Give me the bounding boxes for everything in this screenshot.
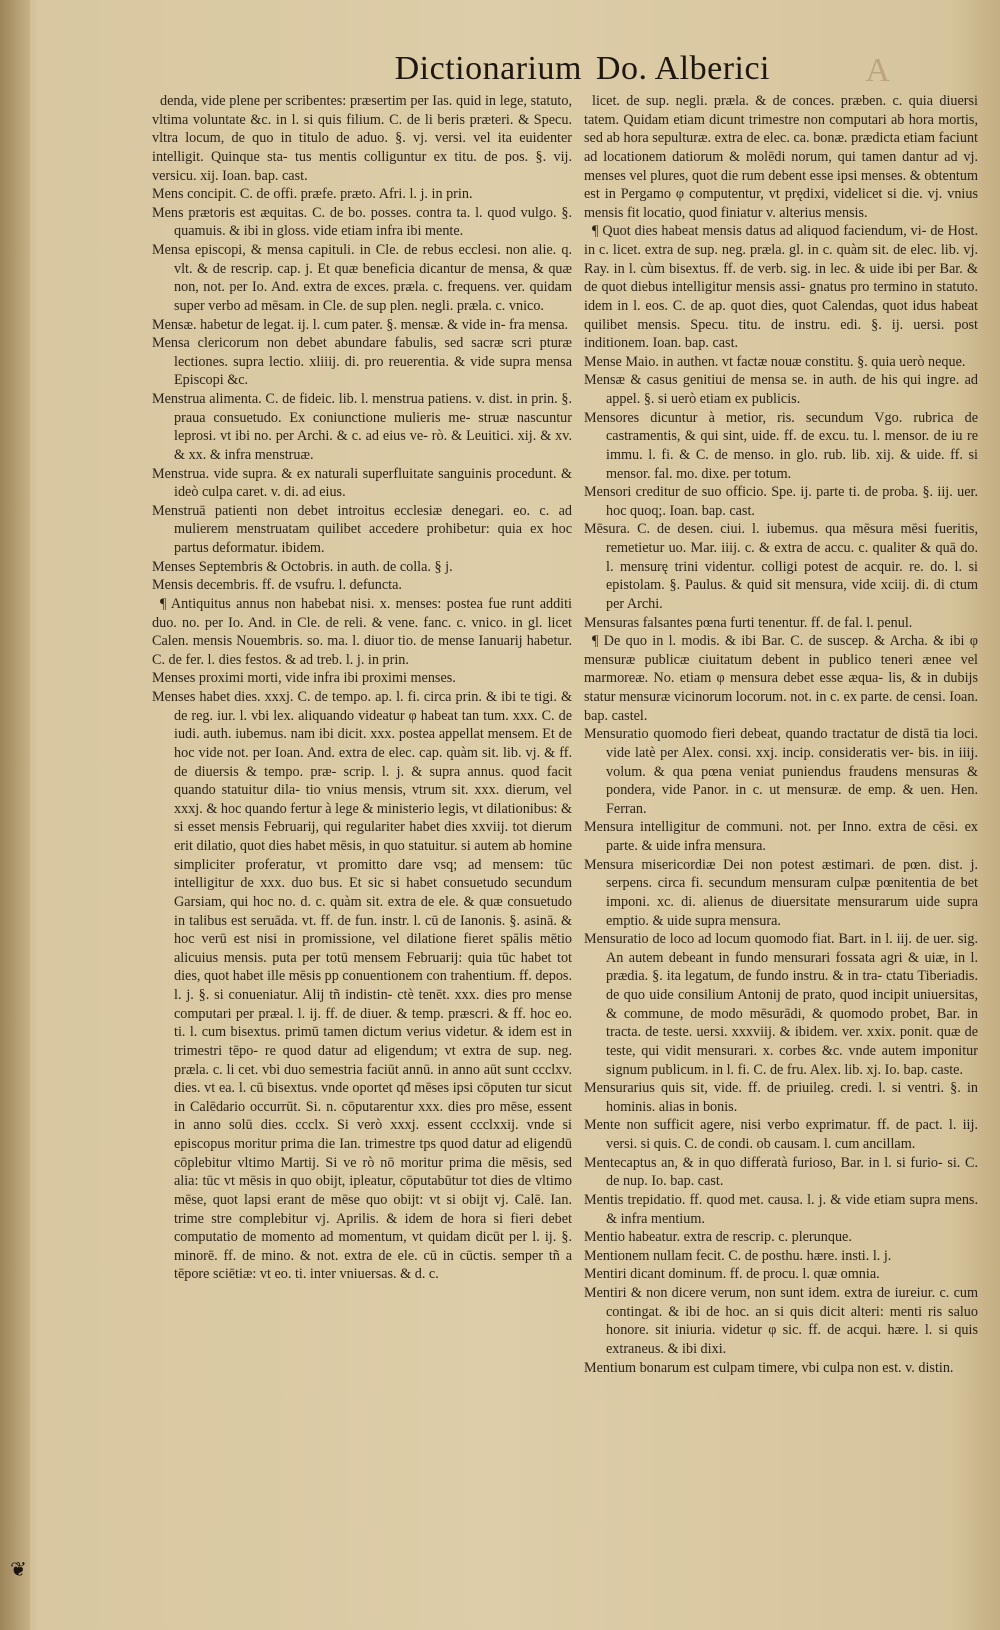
right-column-entry: Mensuratio de loco ad locum quomodo fiat. Bart. in l. iij. de uer. sig. An autem debeant in fundo mensurari fossata agri & uiæ, in l. prædia. §. ita legatum, de fundo instru. & in tra- ctatu Tiberiadis. de quo uide consilium Antonij de prato, quod incipit uniuersitas, & commune, de modo mēsurādi, & quomodo probet, Bar. in tracta. de teste. uersi. xxxviij. & ibidem. ver. xxix. ponit. quæ de teste, qui vidit mensurari. x. corbes &c. vnde autem imponitur signum publicum. in l. fi. C. de fru. Alex. lib. xj. Io. bap. caste. xyxy=(584,931,978,1078)
right-column-entry: Mensura intelligitur de communi. not. per Inno. extra de cēsi. ex parte. & uide infra mensura. xyxy=(584,819,978,854)
left-column-entry: Menstruā patienti non debet introitus ecclesiæ denegari. eo. c. ad mulierem menstruatam quilibet accedere prohibetur: quia ex hoc partus deformatur. ibidem. xyxy=(152,502,572,556)
right-column-entry: Mensæ & casus genitiui de mensa se. in auth. de his qui ingre. ad appel. §. si uerò etiam ex publicis. xyxy=(584,372,978,407)
printer-ornament-icon: ❦ xyxy=(10,1557,27,1581)
left-column-entry: Menses habet dies. xxxj. C. de tempo. ap. l. fi. circa prin. & ibi te tigi. & de reg. iur. l. vbi lex. aliquando videatur φ habeat tan tum. xxx. C. de iudi. auth. iubemus. nam ibi dicit. xxx. postea appellat mensem. Et de hoc vide not. per Ioan. And. extra de elec. cap. quàm sit. lib. vj. & ff. de diuersis & tempo. præ- scrip. l. j. & supra annus. quod facit quando statuitur dila- tio vnius mensis, vtrum sit. xxx. dierum, vel xxxj. & hoc quando fertur à lege & ministerio legis, vt dilationibus: & si esset mensis Februarij, qui regulariter habet dies xxviij. tot dierum erit dilatio, quot dies habet mēsis, in quo statuitur. si autem ab homine simpliciter proferatur, vt promitto dare vsq; ad mensem: tūc intelligitur de xxx. duo bus. Et sic si habet consuetudo secundum Garsiam, qui hoc no. d. c. quàm sit. extra de ele. & quæ consuetudo in talibus est seruāda. vt. ff. de fun. instr. l. cū de Ianonis. §. asinā. & hoc verū est nisi in promissione, vel dilatione fieret spālis mētio alicuius mensis. puta per totū mensem Februarij: quia tūc habet tot dies, quot habet ille mēsis pp conuentionem con trahentium. ff. depos. l. j. §. si conueniatur. Alij tñ indistin- ctè tenēt. xxx. dies pro mense computari per præal. l. ij. ff. de diuer. & temp. præscri. & ff. hoc eo. ti. l. cum bisextus. primū tamen dictum verius videtur. & idem est in trimestri tēpo- re quod datur ad eligendum; vt extra de sup. neg. præla. c. li cet. vbi duo semestria faciūt annū. in anno aūt sunt ccclxv. dies. vt ea. l. cū bisextus. vnde oportet qđ mēses ipsi cōputen tur sicut in Calēdario occurrūt. Si. n. cōputarentur xxx. dies pro mēse, essent in anno solū dies. ccclx. Si verò xxxj. essent ccclxxij. vnde si episcopus moritur prima die Ian. trimestre tps quod datur ad eligendū cōplebitur vltimo Martij. Si ve rò nō moritur prima die mēsis, sed alia: tūc vt mēsis in quo obijt, ipleatur, cōputabūtur tot dies de vltimo mēse, quot lapsi erant de mēse quo obijt: vt si obijt vj. Calē. Ian. trime stre complebitur vj. Aprilis. & idem de hora si fieri debet computatio de momento ad momentum, vt quidam dicūt per l. ij. §. minorē. ff. de mino. & not. extra de ele. cū in cūctis. semper tñ a tēpore sciētiæ: vt eo. ti. inter vniuersas. & d. c. xyxy=(152,689,572,1283)
book-spine-shadow xyxy=(0,0,30,1630)
header-title-main: Dictionarium xyxy=(394,50,582,87)
right-column-entry: Mentecaptus an, & in quo differatà furioso, Bar. in l. si furio- si. C. de nup. Io. bap. cast. xyxy=(584,1154,978,1190)
left-column-entry: Menses proximi morti, vide infra ibi proximi menses. xyxy=(152,670,456,687)
left-column-entry: Mensa episcopi, & mensa capituli. in Cle. de rebus ecclesi. non alie. q. vlt. & de rescrip. cap. j. Et quæ beneficia dicantur de mensa, & quæ non, not. per Io. And. extra de exces. præla. c. frequens. ver. quidam super verbo ad mēsam. in Cle. de sup plen. negli. præla. c. vnico. xyxy=(152,242,572,314)
right-column-entry: Mentiri & non dicere verum, non sunt idem. extra de iureiur. c. cum contingat. & ibi de hoc. an si quis dicit alteri: menti ris saluo honore. sit iniuria. videtur φ sic. ff. de acqui. hære. l. si quis extraneus. & ibi dixi. xyxy=(584,1285,978,1357)
header-title xyxy=(381,50,770,88)
right-column xyxy=(584,92,978,1377)
right-column-entry: Mentis trepidatio. ff. quod met. causa. l. j. & vide etiam supra mens. & infra mentium. xyxy=(584,1191,978,1227)
left-column-paragraph: ¶ Antiquitus annus non habebat nisi. x. menses: postea fue runt additi duo. no. per Io. And. in Cle. de reli. & vene. fanc. c. vnico. in gl. licet Calen. mensis Nouembris. so. ma. l. diuor tio. de mense Ianuarij habetur. C. de fer. l. dies festos. & ad treb. l. j. in prin. xyxy=(152,595,572,668)
right-column-entry: Mensuratio quomodo fieri debeat, quando tractatur de distā tia loci. vide latè per Alex. consi. xxj. incip. consideratis ver- bis. in iiij. volum. & qua pœna veniat puniendus fraudens mensuras & pondera, vide Panor. in c. ut mensuræ. de emp. & uen. Hen. Ferran. xyxy=(584,726,978,817)
right-column-entry: Mentio habeatur. extra de rescrip. c. plerunque. xyxy=(584,1229,852,1246)
right-column-entry: Mensori creditur de suo officio. Spe. ij. parte ti. de proba. §. iij. uer. hoc quoq;. Ioan. bap. cast. xyxy=(584,484,978,519)
left-column-entry: Menstrua alimenta. C. de fideic. lib. l. menstrua patiens. v. dist. in prin. §. praua consuetudo. Ex coniunctione mulieris me- struæ nascuntur leprosi. vt ibi no. per Archi. & c. ad eius ve- rò. & Leuitici. xij. & xv. & xx. & infra menstruæ. xyxy=(152,391,572,463)
right-column-entry: Mentium bonarum est culpam timere, vbi culpa non est. v. distin. xyxy=(584,1359,954,1376)
right-column-entry: Mensuras falsantes pœna furti tenentur. ff. de fal. l. penul. xyxy=(584,614,913,631)
left-column-entry: Mensis decembris. ff. de vsufru. l. defuncta. xyxy=(152,577,402,594)
right-column-paragraph: ¶ Quot dies habeat mensis datus ad aliquod faciendum, vi- de Host. in c. licet. extra de sup. neg. præla. gl. in c. quàm sit. de elec. lib. vj. Ray. in l. cùm bisextus. ff. de verb. sig. in lec. & uide ibi per Bar. & de quot diebus intelligitur mensis assi- gnatus pro termino in statuto. idem in l. eos. C. de ap. quot dies, quot Calendas, quot idus habeat quilibet mensis. Specu. titu. de instru. edi. §. ij. uersi. post inditionem. Ioan. bap. cast. xyxy=(584,223,978,352)
right-column-entry: Mensores dicuntur à metior, ris. secundum Vgo. rubrica de castramentis, & qui sint, uide. ff. de excu. tu. l. mensor. de iu re immu. l. fi. & C. de menso. in glo. rub. lib. xij. & uide. ff. si mensor. fal. mo. dixe. per totum. xyxy=(584,409,978,482)
left-column-entry: Mensæ. habetur de legat. ij. l. cum pater. §. mensæ. & vide in- fra mensa. xyxy=(152,316,569,333)
right-column-entry: Mentiri dicant dominum. ff. de procu. l. quæ omnia. xyxy=(584,1266,880,1283)
left-column-paragraph: denda, vide plene per scribentes: præsertim per Ias. quid in lege, statuto, vltima voluntate &c. in l. si quis filium. C. de li beris præteri. & Specu. vltra locum, de quo in titulo de aduo. §. vj. versi. vel ita euidenter intelligit. Quinque sta- tus mentis colliguntur ex titu. de pos. §. vij. versicu. xij. Ioan. bap. cast. xyxy=(152,93,572,184)
header-title-name: Do. Alberici xyxy=(595,50,770,87)
right-column-entry: Mēsura. C. de desen. ciui. l. iubemus. qua mēsura mēsi fueritis, remetietur uo. Mar. iiij. c. & extra de accu. c. qualiter & quā do. l. mensurę trini videntur. colligi potest de acquir. re. do. l. si epistolam. §. Paulus. & quid sit mensura, vide xciij. di. di ctum per Archi. xyxy=(584,521,978,612)
bleed-through-letters: A xyxy=(865,52,890,89)
left-column-entry: Mens prætoris est æquitas. C. de bo. posses. contra ta. l. quod vulgo. §. quamuis. & ibi in gloss. vide etiam infra ibi mente. xyxy=(152,204,572,240)
left-column-entry: Mensa clericorum non debet abundare fabulis, sed sacræ scri pturæ lectiones. supra lectio. xliiij. di. pro reuerentia. & vide supra mensa Episcopi &c. xyxy=(152,335,572,389)
right-column-entry: Mensurarius quis sit, vide. ff. de priuileg. credi. l. si ventri. §. in hominis. alias in bonis. xyxy=(584,1080,978,1115)
right-column-paragraph: ¶ De quo in l. modis. & ibi Bar. C. de suscep. & Archa. & ibi φ mensuræ publicæ ciuitatum debent in publico teneri ænee vel marmoreæ. No. etiam φ mensura debet esse æqua- lis, & in dubijs statur mensuræ vicinorum locorum. not. in c. ex parte. de censi. Ioan. bap. castel. xyxy=(584,633,978,724)
right-column-entry: Mensura misericordiæ Dei non potest æstimari. de pœn. dist. j. serpens. circa fi. secundum mensuram culpæ pœnitentia de bet imponi. xc. di. alienus de diuersitate mensurarum uide supra emptio. & uide supra mensura. xyxy=(584,856,978,929)
right-column-entry: Mentionem nullam fecit. C. de posthu. hære. insti. l. j. xyxy=(584,1247,892,1264)
left-column-entry: Menstrua. vide supra. & ex naturali superfluitate sanguinis procedunt. & ideò culpa caret. v. di. ad eius. xyxy=(152,465,572,501)
right-column-entry: Mente non sufficit agere, nisi verbo exprimatur. ff. de pact. l. iij. versi. si quis. C. de condi. ob causam. l. cum ancillam. xyxy=(584,1117,978,1152)
left-column xyxy=(152,92,572,1284)
left-column-entry: Menses Septembris & Octobris. in auth. de colla. § j. xyxy=(152,558,453,575)
left-column-entry: Mens concipit. C. de offi. præfe. præto. Afri. l. j. in prin. xyxy=(152,186,473,203)
running-header xyxy=(0,46,1000,90)
right-column-entry: Mense Maio. in authen. vt factæ nouæ constitu. §. quia uerò neque. xyxy=(584,353,966,370)
right-column-paragraph: licet. de sup. negli. præla. & de conces. præben. c. quia diuersi tatem. Quidam etiam dicunt trimestre non computari ab hora mortis, sed ab hora sepulturæ. extra de elec. ca. bonæ. prædicta etiam faciunt ad locationem datiorum & molēdi norum, qui tamen dantur ad vj. menses vel plures, quot die rum debent esse ipsi menses. & obtentum est in Pergamo φ computentur, vt prędixi, videlicet si die. vj. vnius mensis fit locatio, quod finiatur v. alterius mensis. xyxy=(584,93,978,221)
